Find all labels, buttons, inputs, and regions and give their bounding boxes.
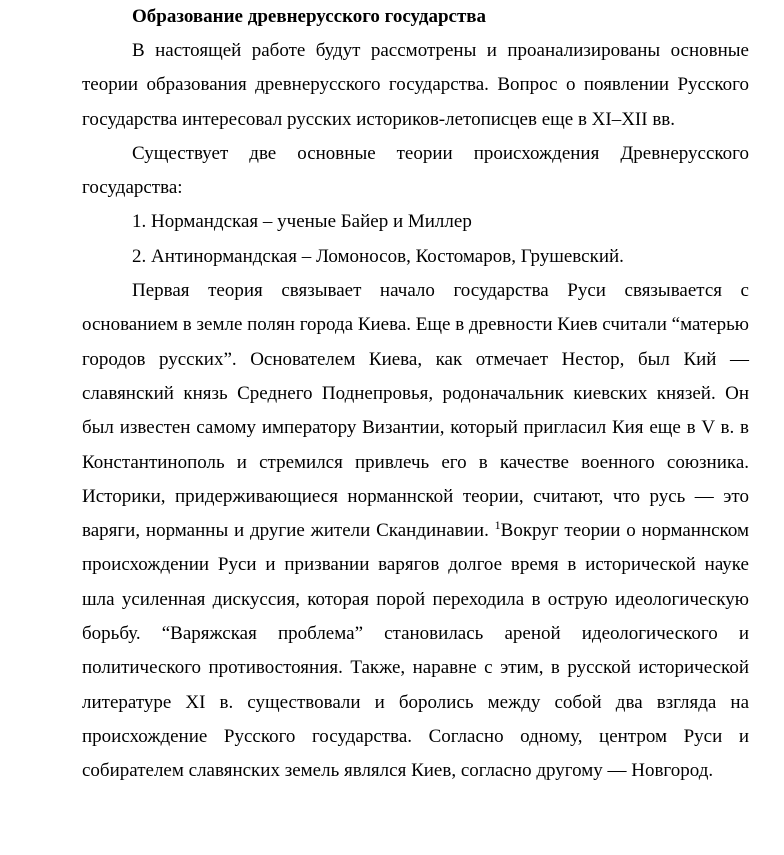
main-paragraph-part1: Первая теория связывает начало государства Руси связывается с основанием в земле полян города Киева. Еще в древности Киев считали “матерью городов русских”. Основателем Киева, как отмечает Нестор, был Кий — славянский князь Среднего Поднепровья, родоначальник киевских князей. Он был известен самому императору Византии, который пригласил Кия еще в V в. в Константинополь и стремился привлечь его в качестве военного союзника. Историки, придерживающиеся норманнской теории, считают, что русь — это варяги, норманны и другие жители Скандинавии. <box>82 280 749 542</box>
main-paragraph <box>82 274 749 788</box>
list-item-normanist: 1. Нормандская – ученые Байер и Миллер <box>132 211 472 233</box>
main-paragraph-part2: Вокруг теории о норманнском происхождении Руси и призвании варягов долгое время в исторической науке шла усиленная дискуссия, которая порой переходила в острую идеологическую борьбу. “Варяжская проблема” становилась ареной идеологического и политического противостояния. Также, наравне с этим, в русской исторической литературе XI в. существовали и боролись между собой два взгляда на происхождение Русского государства. Согласно одному, центром Руси и собирателем славянских земель являлся Киев, согласно другому — Новгород. <box>82 520 749 782</box>
intro-paragraph: В настоящей работе будут рассмотрены и проанализированы основные теории образования древнерусского государства. Вопрос о появлении Русского государства интересовал русских историков-летописцев еще в XI–XII вв. <box>82 40 749 130</box>
list-item-antinormanist: 2. Антинормандская – Ломоносов, Костомаров, Грушевский. <box>132 245 624 267</box>
theories-intro-paragraph: Существует две основные теории происхождения Древнерусского государства: <box>82 142 749 199</box>
footnote-marker[interactable]: 1 <box>494 518 501 533</box>
document-title: Образование древнерусского государства <box>132 6 487 27</box>
document-page <box>82 0 749 789</box>
